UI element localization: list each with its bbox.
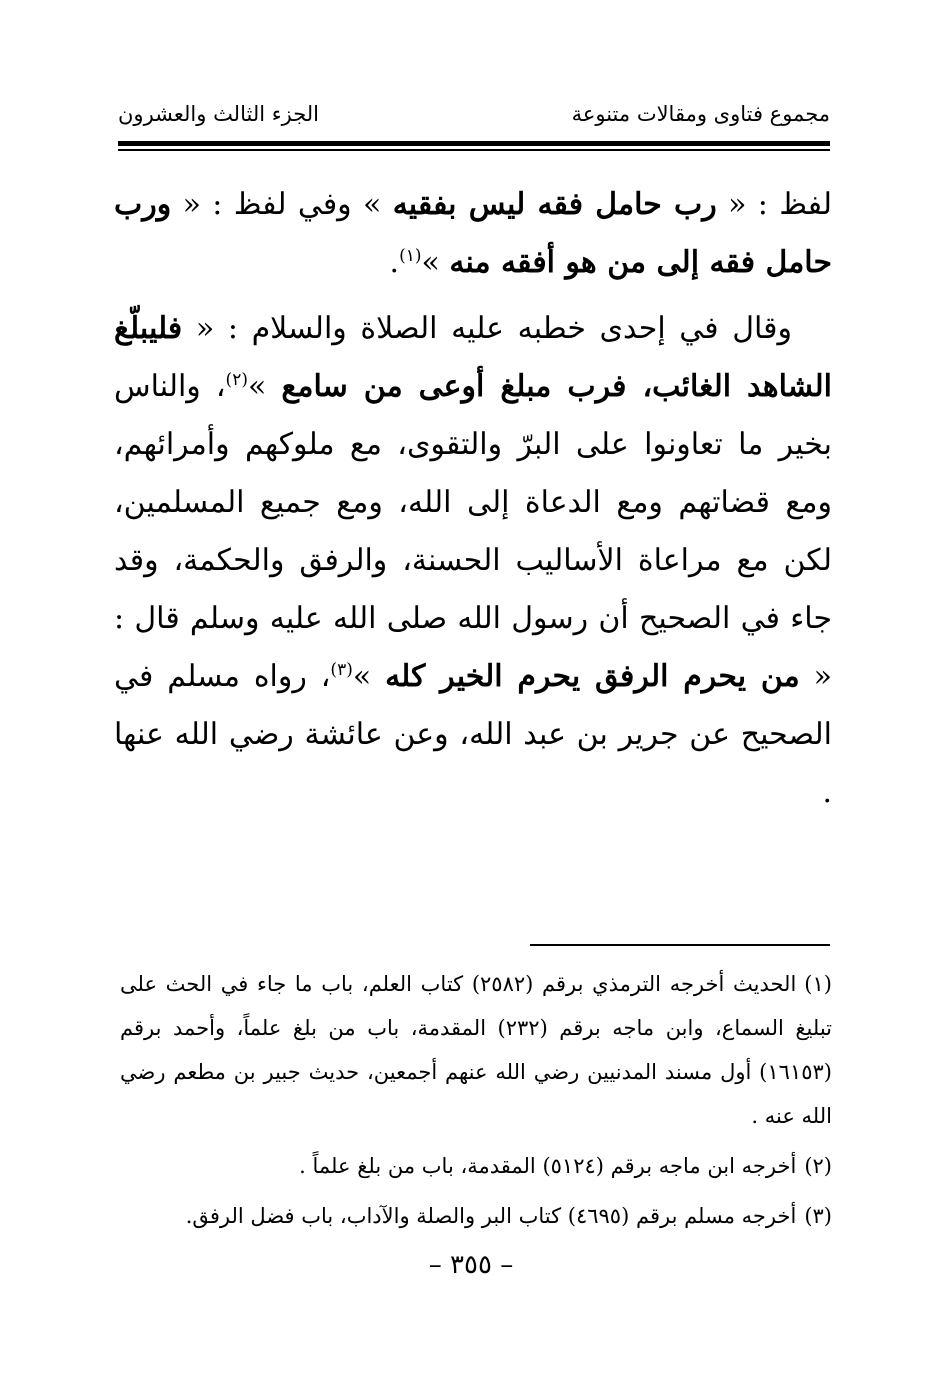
footnote-number: (٢) [804,1154,832,1178]
text-segment: ، والناس بخير ما تعاونوا على البرّ والتقوى، مع ملوكهم وأمرائهم، ومع قضاتهم ومع الدعاة إلى الله، ومع جميع المسلمين، لكن مع مراعاة الأساليب الحسنة، والرفق والحكمة، وقد جاء في الصحيح أن رسول الله صلى الله عليه وسلم قال : « [114,369,832,694]
footnote-ref-2[interactable]: (٢) [225,370,248,390]
text-segment: وقال في إحدى خطبه عليه الصلاة والسلام : « [195,311,792,346]
footnote-3 [120,1194,832,1238]
book-title: مجموع فتاوى ومقالات متنوعة [571,102,830,126]
header-rule-thick [118,141,830,146]
footnote-1 [120,962,832,1138]
footnote-ref-1[interactable]: (١) [399,246,422,266]
footnote-text: الحديث أخرجه الترمذي برقم (٢٥٨٢) كتاب العلم، باب ما جاء في الحث على تبليغ السماع، وابن ماجه برقم (٢٣٢) المقدمة، باب من بلغ علماً، وأحمد برقم (١٦١٥٣) أول مسند المدنيين رضي الله عنهم أجمعين، حديث جبير بن مطعم رضي الله عنه . [120,972,833,1128]
hadith-quote-1: رب حامل فقه ليس بفقيه [392,187,717,222]
header-rule-thin [118,149,830,151]
footnote-text: أخرجه مسلم برقم (٤٦٩٥) كتاب البر والصلة والآداب، باب فضل الرفق. [185,1204,797,1228]
footnotes [120,962,832,1244]
page-number: – ٣٥٥ – [428,1250,514,1280]
text-segment: » [352,659,372,694]
paragraph-1 [114,176,832,292]
text-segment: » وفي لفظ : « [182,187,382,222]
main-text [114,176,832,822]
text-segment: » [247,369,267,404]
hadith-quote-3: فليبلّغ الشاهد الغائب، فرب مبلغ أوعى من سامع [114,311,832,404]
footnote-number: (١) [804,972,832,996]
volume-label: الجزء الثالث والعشرون [118,102,319,126]
footnote-2 [120,1144,832,1188]
footnote-number: (٣) [804,1204,832,1228]
hadith-quote-2: ورب حامل فقه إلى من هو أفقه منه [114,187,832,280]
paragraph-2 [114,300,832,822]
text-segment: » [421,245,440,280]
footnote-ref-3[interactable]: (٣) [330,660,353,680]
hadith-quote-4: من يحرم الرفق يحرم الخير كله [385,659,800,694]
text-segment: . [389,245,400,280]
footnote-separator [530,944,830,946]
text-segment: ، رواه مسلم في الصحيح عن جرير بن عبد الله، وعن عائشة رضي الله عنها . [114,659,832,810]
running-header [118,98,830,134]
footnote-text: أخرجه ابن ماجه برقم (٥١٢٤) المقدمة، باب من بلغ علماً . [299,1154,797,1178]
text-segment: لفظ : « [728,187,832,222]
